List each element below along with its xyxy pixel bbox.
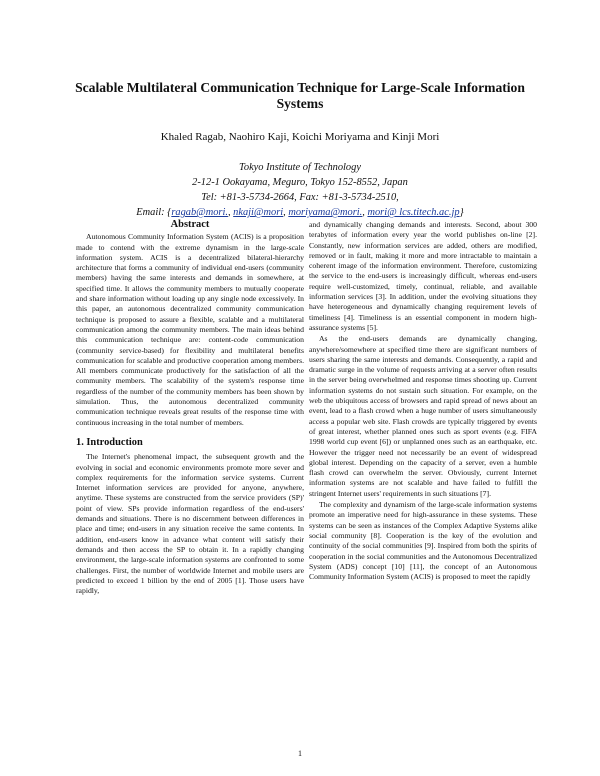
contact-phone: Tel: +81-3-5734-2664, Fax: +81-3-5734-2510, bbox=[201, 192, 399, 203]
left-column bbox=[76, 220, 304, 596]
introduction-heading: 1. Introduction bbox=[76, 436, 143, 448]
right-paragraph-2: As the end-users demands are dynamically changing, anywhere/somewhere at specified time there are significant numbers of users sharing the same interests and demands. Consequently, a rapid and dramatic surge in the volume of requests arriving at a server often results in the server being overwhelmed and response times shooting up. Current information systems do not sustain such situation. For example, on the web the ubiquitous access of browsers and rapid spread of news about an event, lead to a flash crowd when a huge number of users simultaneously access a popular web site. Flash crowds are typically triggered by events of great interest, whether planned ones such as sport events (e.g. FIFA 1998 world cup event [6]) or unplanned ones such as an earthquake, etc. However the trigger need not necessarily be an event of widespread global interest. Depending on the capacity of a server, even a humble flash crowd can overwhelm the server. Obviously, current Internet information systems are not scalable and have failed to fulfill the stringent Internet users' requirements in such situations [7]. bbox=[309, 334, 537, 498]
right-paragraph-1: and dynamically changing demands and interests. Second, about 300 terabytes of information every year the world publishes on-line [2]. Constantly, new information services are added, others are modified, removed or in fault, making it more and more intractable to maintain a coherent image of the information environment. Therefore, customizing the service to the end-users is increasingly difficult, whereas end-users require well-customized, timely, continual, reliable, and available information services [3]. In addition, under the evolving situations they have heterogeneous and dynamically changing requirement levels of timeliness [4]. Timeliness is an essential component in modern high-assurance systems [5]. bbox=[309, 220, 537, 332]
email-separator: , bbox=[227, 207, 234, 218]
email-close-brace: } bbox=[459, 207, 464, 218]
email-link-mori[interactable]: mori@ lcs.titech.ac.jp bbox=[367, 207, 460, 218]
abstract-heading: Abstract bbox=[170, 219, 210, 230]
abstract-text: Autonomous Community Information System (ACIS) is a proposition made to contend with the extreme dynamism in the large-scale information system. ACIS is a decentralized bilateral-hierarchy architecture that forms a community of individual end-users (community members) having the same interests and demands in somewhere, at specified time. It allows the community members to mutually cooperate and share information without loading up any single node excessively. In this paper, an autonomous decentralized community communication technique is proposed to assure a flexible, scalable and a multilateral communication among the community members. The main ideas behind this communication technique are: content-code communication (community service-based) for flexibility and multilateral benefits communication for scalable and productive cooperation among members. All members communicate productively for the satisfaction of all the community members. The scalability of the system's response time regardless of the number of the community members has been shown by simulation. Thus, the autonomous decentralized community communication technique reveals great results of the response time with continuous increasing in the total number of members. bbox=[76, 232, 304, 427]
right-column bbox=[309, 220, 537, 582]
email-prefix: Email: { bbox=[136, 207, 172, 218]
author-list: Khaled Ragab, Naohiro Kaji, Koichi Moriyama and Kinji Mori bbox=[160, 131, 440, 143]
paper-title: Scalable Multilateral Communication Technique for Large-Scale Information Systems bbox=[75, 80, 525, 111]
right-paragraph-3: The complexity and dynamism of the large-scale information systems promote an imperative need for high-assurance in these systems. These systems can be seen as instances of the Complex Adaptive Systems alike social community [8]. Cooperation is the key of the evolution and continuity of the social communities [9]. Inspired from both the spirits of cooperation in the social communities and the Autonomous Decentralized System (ADS) concept [10] [11], the concept of an Autonomous Community Information System (ACIS) is proposed to meet the rapidly bbox=[309, 500, 537, 582]
introduction-text: The Internet's phenomenal impact, the subsequent growth and the evolving in social and economic environments promote more sever and complex requirements for the information service systems. Current Internet information services are provided for anyone, anywhere, anytime. These systems are constructed from the service providers (SP)' point of view. SPs provide information regardless of the end-users' demands and situations. There is no discernment between differences in place and time; end-users in any situation receive the same contents. In addition, end-users know in advance what content will satisfy their demands and then access the SP to obtain it. In a rapidly changing environment, the large-scale information systems are confronted to some challenges. First, the number of worldwide Internet and mobile users are predicted to exceed 1 billion by the end of 2005 [1]. Those users have rapidly, bbox=[76, 452, 304, 596]
email-link-moriyama[interactable]: moriyama@mori. bbox=[288, 207, 363, 218]
institute-address: 2-12-1 Ookayama, Meguro, Tokyo 152-8552, Japan bbox=[192, 177, 408, 188]
page-number: 1 bbox=[298, 749, 302, 758]
affiliation-block bbox=[60, 160, 540, 220]
email-separator: , bbox=[362, 207, 368, 218]
email-separator: , bbox=[283, 207, 289, 218]
institute-name: Tokyo Institute of Technology bbox=[239, 162, 361, 173]
email-link-nkaji[interactable]: nkaji@mori bbox=[233, 207, 284, 218]
email-line bbox=[60, 205, 540, 220]
email-link-ragab[interactable]: ragab@mori. bbox=[171, 207, 228, 218]
